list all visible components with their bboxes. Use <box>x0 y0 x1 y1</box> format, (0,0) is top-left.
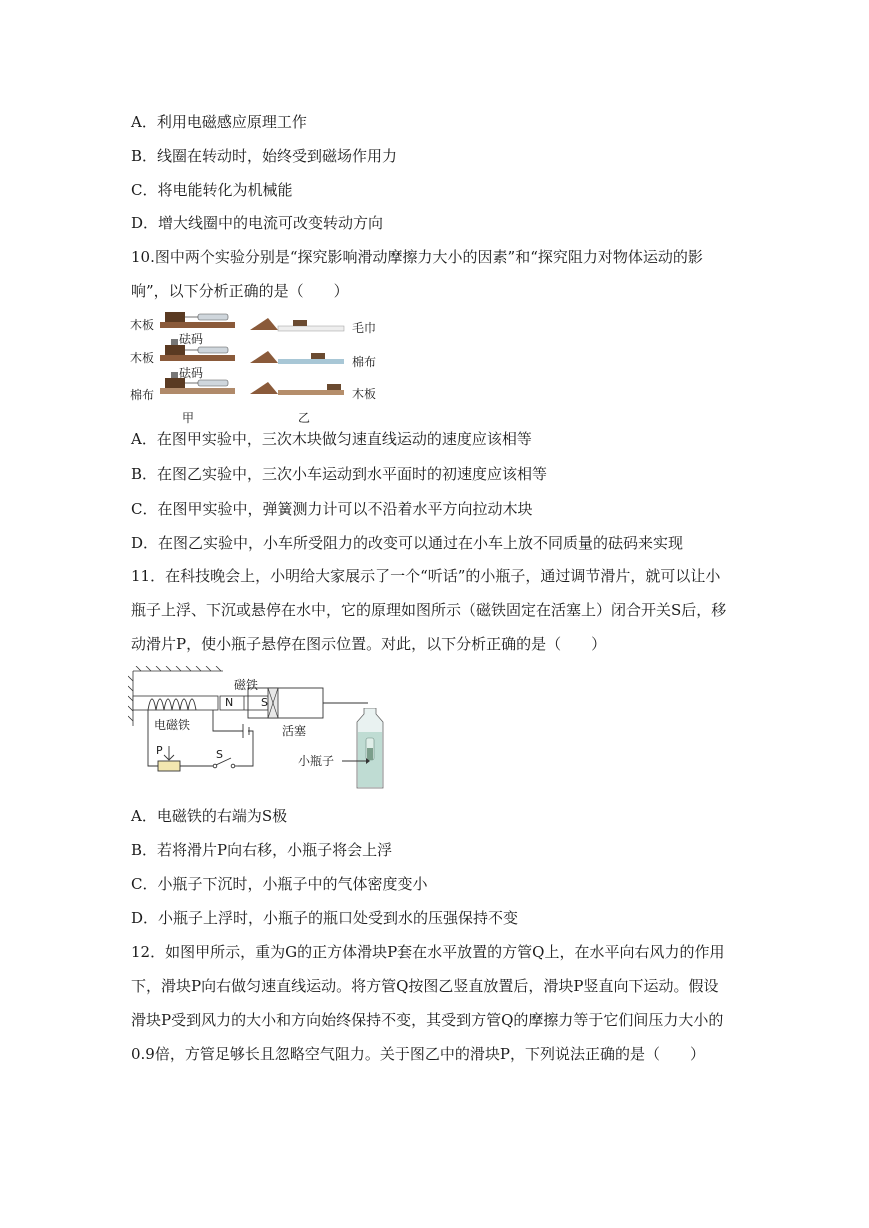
piston-label: 活塞 <box>282 724 307 738</box>
pole-n-label: N <box>225 696 234 709</box>
q11-stem-line-3: 动滑片P，使小瓶子悬停在图示位置。对此，以下分析正确的是（ ） <box>131 635 607 653</box>
magnet-label: 磁铁 <box>234 678 259 692</box>
q10-stem-line-2: 响”，以下分析正确的是（ ） <box>131 282 349 300</box>
q10-caption-yi: 乙 <box>298 411 311 425</box>
switch-s-label: S <box>216 748 223 761</box>
q10-label-row3-left: 棉布 <box>130 388 155 402</box>
q11-figure <box>128 666 368 794</box>
q12-stem-line-3: 滑块P受到风力的大小和方向始终保持不变，其受到方管Q的摩擦力等于它们间压力大小的 <box>131 1011 724 1029</box>
ramp-setup-row-2 <box>250 351 344 364</box>
q11-option-a: A．电磁铁的右端为S极 <box>131 807 288 825</box>
q10-caption-jia: 甲 <box>182 411 195 425</box>
q9-option-b: B．线圈在转动时，始终受到磁场作用力 <box>131 147 398 165</box>
bottle <box>350 708 390 788</box>
q12-stem-line-2: 下，滑块P向右做匀速直线运动。将方管Q按图乙竖直放置后，滑块P竖直向下运动。假设 <box>131 977 719 995</box>
q10-option-a: A．在图甲实验中，三次木块做匀速直线运动的速度应该相等 <box>131 430 532 448</box>
q11-stem-line-2: 瓶子上浮、下沉或悬停在水中，它的原理如图所示（磁铁固定在活塞上）闭合开关S后，移 <box>131 601 727 619</box>
q10-label-row1-right: 毛巾 <box>352 321 377 335</box>
q10-option-c: C．在图甲实验中，弹簧测力计可以不沿着水平方向拉动木块 <box>131 500 533 518</box>
q10-label-row2-left: 木板 <box>130 351 155 365</box>
q11-option-b: B．若将滑片P向右移，小瓶子将会上浮 <box>131 841 393 859</box>
q9-option-a: A．利用电磁感应原理工作 <box>131 113 307 131</box>
q10-label-row3-right: 木板 <box>352 387 377 401</box>
q12-stem-line-1: 12．如图甲所示，重为G的正方体滑块P套在水平放置的方管Q上，在水平向右风力的作用 <box>131 943 725 961</box>
slider-p-label: P <box>156 744 163 757</box>
q9-option-d: D．增大线圈中的电流可改变转动方向 <box>131 214 384 232</box>
q10-option-d: D．在图乙实验中，小车所受阻力的改变可以通过在小车上放不同质量的砝码来实现 <box>131 534 684 552</box>
q10-label-row2-right: 棉布 <box>352 355 377 369</box>
q11-stem-line-1: 11．在科技晚会上，小明给大家展示了一个“听话”的小瓶子，通过调节滑片，就可以让小 <box>131 567 721 585</box>
q9-option-c: C．将电能转化为机械能 <box>131 181 293 199</box>
q10-weight-label-2: 砝码 <box>179 366 204 380</box>
small-bottle-arrow <box>342 756 370 766</box>
q10-weight-label-1: 砝码 <box>179 332 204 346</box>
q10-figure <box>130 308 390 428</box>
ramp-setup-row-1 <box>250 318 344 331</box>
small-bottle-label: 小瓶子 <box>298 754 335 768</box>
electromagnet <box>133 696 218 710</box>
electromagnet-label: 电磁铁 <box>154 718 191 732</box>
pole-s-label: S <box>261 696 268 709</box>
q10-stem-line-1: 10.图中两个实验分别是“探究影响滑动摩擦力大小的因素”和“探究阻力对物体运动的影 <box>131 248 703 266</box>
q10-label-row1-left: 木板 <box>130 318 155 332</box>
ramp-setup-row-3 <box>250 382 344 395</box>
q11-option-d: D．小瓶子上浮时，小瓶子的瓶口处受到水的压强保持不变 <box>131 909 519 927</box>
q11-option-c: C．小瓶子下沉时，小瓶子中的气体密度变小 <box>131 875 428 893</box>
q10-option-b: B．在图乙实验中，三次小车运动到水平面时的初速度应该相等 <box>131 465 548 483</box>
friction-setup-row-1 <box>160 312 235 328</box>
q12-stem-line-4: 0.9倍，方管足够长且忽略空气阻力。关于图乙中的滑块P，下列说法正确的是（ ） <box>131 1045 705 1063</box>
